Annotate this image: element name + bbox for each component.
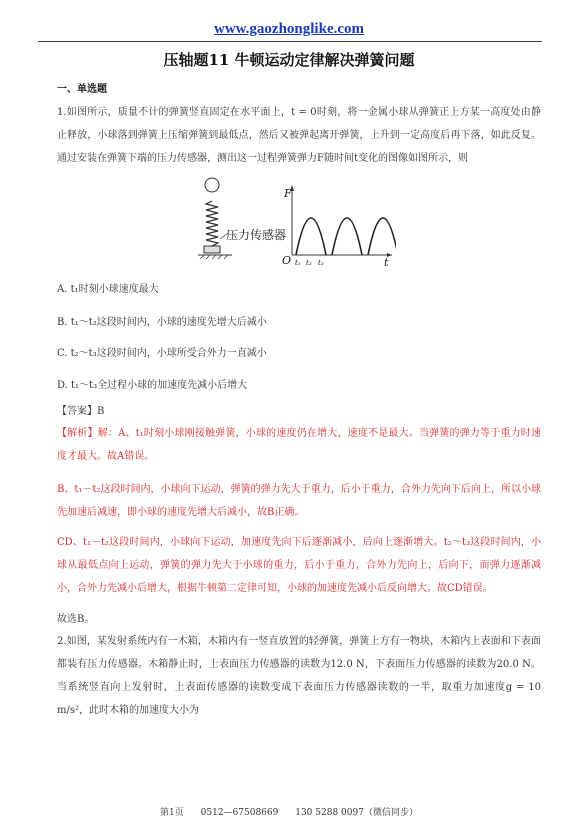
force-hump-1 xyxy=(296,218,326,255)
q1-option-b: B. t₁～t₂这段时间内，小球的速度先增大后减小 xyxy=(57,317,267,328)
section-heading: 一、单选题 xyxy=(57,84,107,95)
tick-t2: t₂ xyxy=(306,259,312,267)
f-axis-label: F xyxy=(284,187,292,200)
spring-icon xyxy=(206,201,218,246)
q2-stem: 2.如图，某发射系统内有一木箱，木箱内有一竖直放置的轻弹簧，弹簧上方有一物块，木箱内上表面和下表面都装有压力传感器。木箱静止时，上表面压力传感器的读数为12.0 N，下表面压力传感器的读数为20.0 N。当系统竖直向上发射时，上表面传感器的读数变成下表面压力传感器读数的一半，取重力加速度g = 10 m/s²，此时木箱的加速度大小为 xyxy=(57,636,541,716)
tick-t3: t₃ xyxy=(318,259,324,267)
page-footer xyxy=(0,805,578,818)
sensor-block xyxy=(204,246,220,253)
q1-analysis-p2: B、t₁－t₂这段时间内，小球向下运动，弹簧的弹力先大于重力，后小于重力，合外力先向下后向上，所以小球先加速后减速，即小球的速度先增大后减小，故B正确。 xyxy=(57,484,541,518)
force-hump-2 xyxy=(332,218,362,255)
ball-icon xyxy=(205,178,219,192)
q1-analysis-p3: CD、t₁－t₂这段时间内，小球向下运动，加速度先向下后逐渐减小，后向上逐渐增大。t₂～t₃这段时间内，小球从最低点向上运动，弹簧的弹力先大于小球的重力，后小于重力，合外力先向上，后向下，而弹力逐渐减小，合外力先减小后增大，根据牛顿第二定律可知，小球的加速度先减小后反向增大。故CD错误。 xyxy=(57,537,541,594)
footer-phone1: 0512—67508669 xyxy=(200,808,279,818)
spring-force-graph xyxy=(196,173,396,273)
t-axis-label: t xyxy=(384,256,389,269)
q1-option-c: C. t₂～t₃这段时间内，小球所受合外力一直减小 xyxy=(57,348,267,359)
origin-label: O xyxy=(282,254,292,267)
q1-figure xyxy=(196,173,396,273)
ground-hatch xyxy=(200,255,228,259)
q1-option-d: D. t₁～t₃全过程小球的加速度先减小后增大 xyxy=(57,380,248,391)
q1-option-a: A. t₁时刻小球速度最大 xyxy=(57,284,159,295)
header-divider xyxy=(38,41,542,42)
force-hump-3 xyxy=(368,218,396,255)
sensor-label: 压力传感器 xyxy=(226,228,287,242)
q1-stem: 1.如图所示，质量不计的弹簧竖直固定在水平面上，t = 0时刻，将一金属小球从弹簧正上方某一高度处由静止释放，小球落到弹簧上压缩弹簧到最低点，然后又被弹起离开弹簧，上升到一定高度后再下落，如此反复。通过安装在弹簧下端的压力传感器，测出这一过程弹簧弹力F随时间t变化的图像如图所示，则 xyxy=(57,107,541,164)
q1-analysis-p4: 故选B。 xyxy=(57,614,95,625)
page-title: 压轴题11 牛顿运动定律解决弹簧问题 xyxy=(163,51,415,69)
footer-phone2: 130 5288 0097（微信同步） xyxy=(295,808,418,818)
q1-analysis-p1: 【解析】解：A、t₁时刻小球刚接触弹簧，小球的速度仍在增大，速度不是最大。当弹簧的弹力等于重力时速度才最大。故A错误。 xyxy=(57,428,541,462)
site-url-link[interactable]: www.gaozhonglike.com xyxy=(214,21,364,37)
tick-t1: t₁ xyxy=(295,259,301,267)
footer-page: 第1页 xyxy=(160,808,184,818)
q1-answer: 【答案】B xyxy=(57,406,105,417)
